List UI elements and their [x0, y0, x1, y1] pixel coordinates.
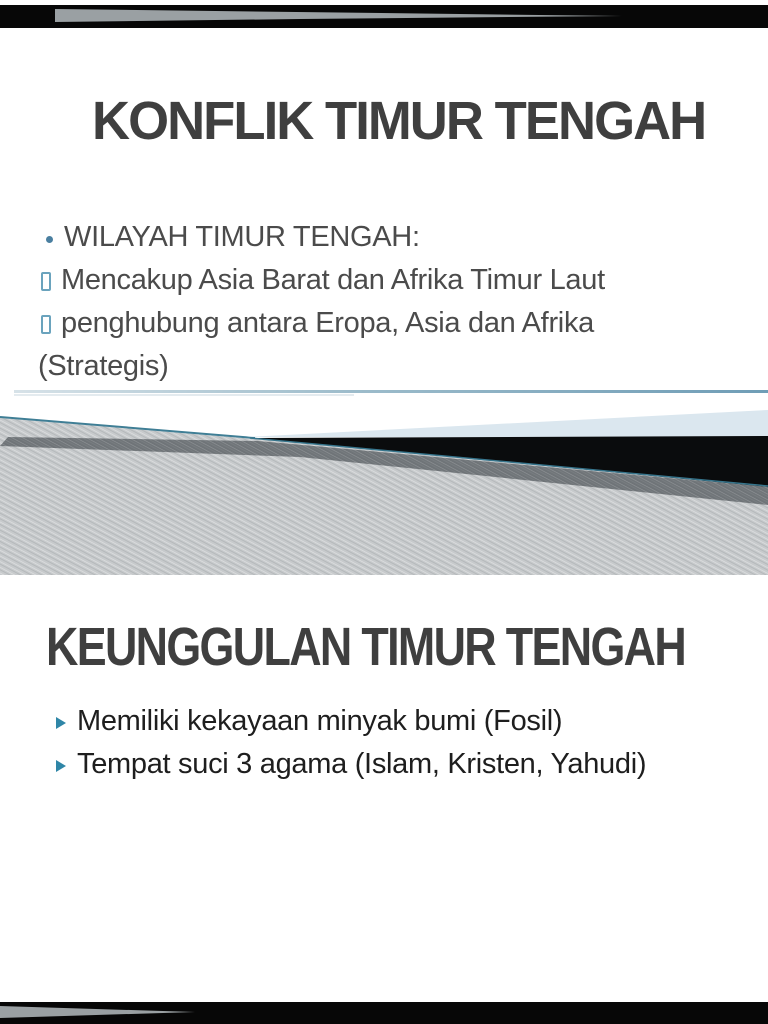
slide2-title: KEUNGGULAN TIMUR TENGAH [46, 617, 686, 677]
bullet-text: penghubung antara Eropa, Asia dan Afrika [61, 307, 594, 339]
square-bullet-icon [41, 315, 51, 334]
adjacent-page-top-sliver [0, 5, 768, 28]
bullet-text: Mencakup Asia Barat dan Afrika Timur Laut [61, 264, 605, 296]
bullet-text: WILAYAH TIMUR TENGAH: [64, 221, 420, 253]
bullet-item [56, 700, 746, 743]
triangle-bullet-icon [56, 760, 66, 772]
slide2-bullet-list [56, 700, 746, 786]
bullet-text-wrap: (Strategis) [38, 350, 169, 382]
bullet-text: Memiliki kekayaan minyak bumi (Fosil) [77, 705, 563, 737]
bullet-text: Tempat suci 3 agama (Islam, Kristen, Yahudi) [77, 748, 647, 780]
dot-bullet-icon [46, 236, 53, 243]
triangle-bullet-icon [56, 717, 66, 729]
bullet-item [38, 259, 698, 302]
square-bullet-icon [41, 272, 51, 291]
slide-divider-decoration [0, 380, 768, 578]
divider-graphic [0, 380, 768, 578]
top-sliver-gray-wedge-icon [0, 5, 768, 28]
bullet-item [38, 302, 698, 388]
slide1-title: KONFLIK TIMUR TENGAH [92, 91, 706, 151]
slide1-bullet-list [38, 216, 698, 388]
adjacent-page-bottom-sliver [0, 1002, 768, 1024]
bullet-item [56, 743, 746, 786]
bottom-sliver-gray-wedge-icon [0, 1002, 768, 1024]
bullet-item [38, 216, 698, 259]
